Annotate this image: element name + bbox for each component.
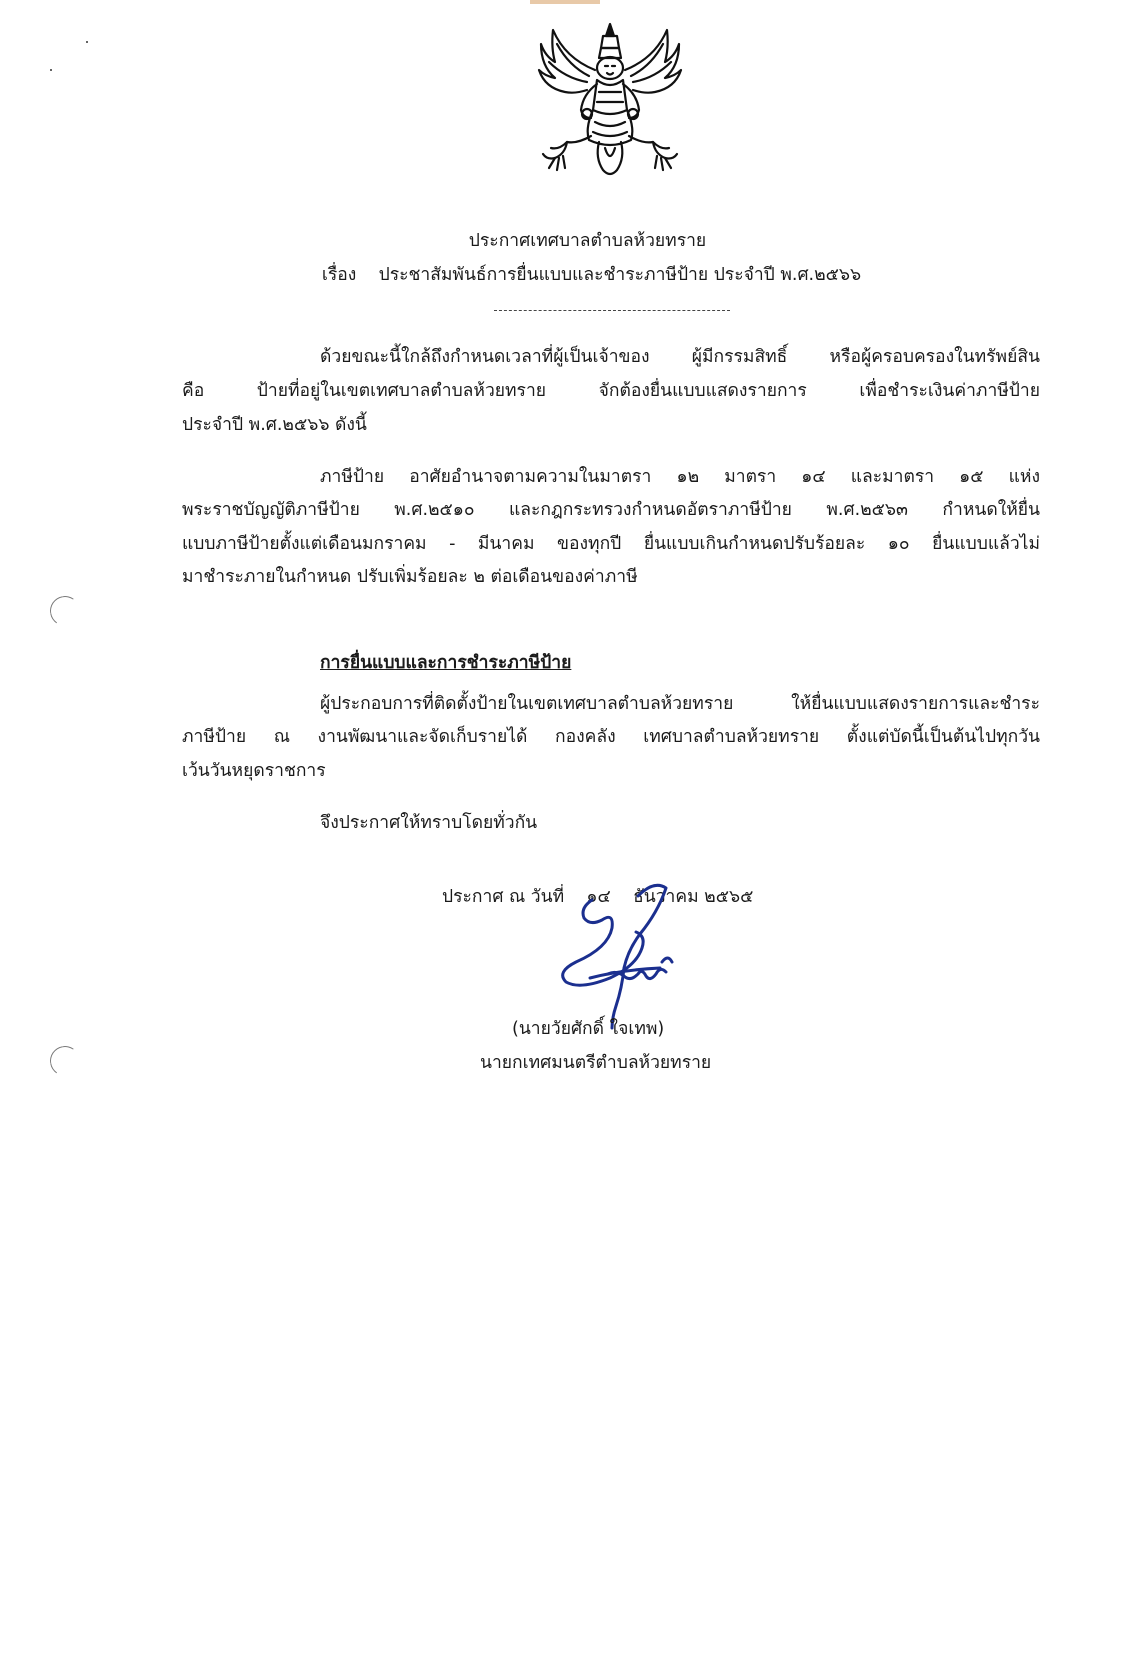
signatory-name: (นายวัยศักดิ์ ใจเทพ) — [512, 1019, 665, 1039]
garuda-emblem-icon — [525, 18, 695, 188]
section-line: ภาษีป้าย ณ งานพัฒนาและจัดเก็บรายได้ กองคลัง เทศบาลตำบลห้วยทราย ตั้งแต่บัดนี้เป็นต้นไปทุกวัน — [182, 727, 1040, 747]
document-subject — [18, 260, 1147, 288]
closing-announcement: จึงประกาศให้ทราบโดยทั่วกัน — [320, 813, 538, 833]
scan-edge-mark — [530, 0, 600, 4]
document-title: ประกาศเทศบาลตำบลห้วยทราย — [468, 231, 707, 251]
paragraph-2-line: แบบภาษีป้ายตั้งแต่เดือนมกราคม - มีนาคม ของทุกปี ยื่นแบบเกินกำหนดปรับร้อยละ ๑๐ ยื่นแบบแล้วไม่ — [182, 534, 1040, 554]
paragraph-1-line: ประจำปี พ.ศ.๒๕๖๖ ดังนี้ — [182, 415, 367, 435]
punch-hole — [48, 594, 83, 629]
title-separator — [494, 310, 730, 311]
paragraph-1-line: คือ ป้ายที่อยู่ในเขตเทศบาลตำบลห้วยทราย จักต้องยื่นแบบแสดงรายการ เพื่อชำระเงินค่าภาษีป้าย — [182, 381, 1040, 401]
paragraph-2-line: มาชำระภายในกำหนด ปรับเพิ่มร้อยละ ๒ ต่อเดือนของค่าภาษี — [182, 567, 638, 587]
date-day: ๑๔ — [586, 887, 611, 907]
punch-hole — [48, 1044, 83, 1079]
section-line: ผู้ประกอบการที่ติดตั้งป้ายในเขตเทศบาลตำบลห้วยทราย ให้ยื่นแบบแสดงรายการและชำระ — [320, 694, 1040, 714]
paragraph-1-line: ด้วยขณะนี้ใกล้ถึงกำหนดเวลาที่ผู้เป็นเจ้าของ ผู้มีกรรมสิทธิ์ หรือผู้ครอบครองในทรัพย์สิน — [320, 347, 1040, 367]
date-prefix: ประกาศ ณ วันที่ — [442, 887, 565, 907]
scan-speck — [86, 41, 88, 43]
paragraph-2-line: พระราชบัญญัติภาษีป้าย พ.ศ.๒๕๑๐ และกฎกระทรวงกำหนดอัตราภาษีป้าย พ.ศ.๒๕๖๓ กำหนดให้ยื่น — [182, 500, 1040, 520]
scan-speck — [50, 69, 52, 71]
date-month-year: ธันวาคม ๒๕๖๕ — [633, 887, 754, 907]
section-heading: การยื่นแบบและการชำระภาษีป้าย — [320, 653, 572, 673]
signatory-position: นายกเทศมนตรีตำบลห้วยทราย — [480, 1053, 712, 1073]
paragraph-2-line: ภาษีป้าย อาศัยอำนาจตามความในมาตรา ๑๒ มาตรา ๑๔ และมาตรา ๑๕ แห่ง — [320, 467, 1040, 487]
section-line: เว้นวันหยุดราชการ — [182, 761, 326, 781]
subject-label: เรื่อง — [321, 265, 357, 285]
subject-text: ประชาสัมพันธ์การยื่นแบบและชำระภาษีป้าย ประจำปี พ.ศ.๒๕๖๖ — [378, 265, 862, 285]
